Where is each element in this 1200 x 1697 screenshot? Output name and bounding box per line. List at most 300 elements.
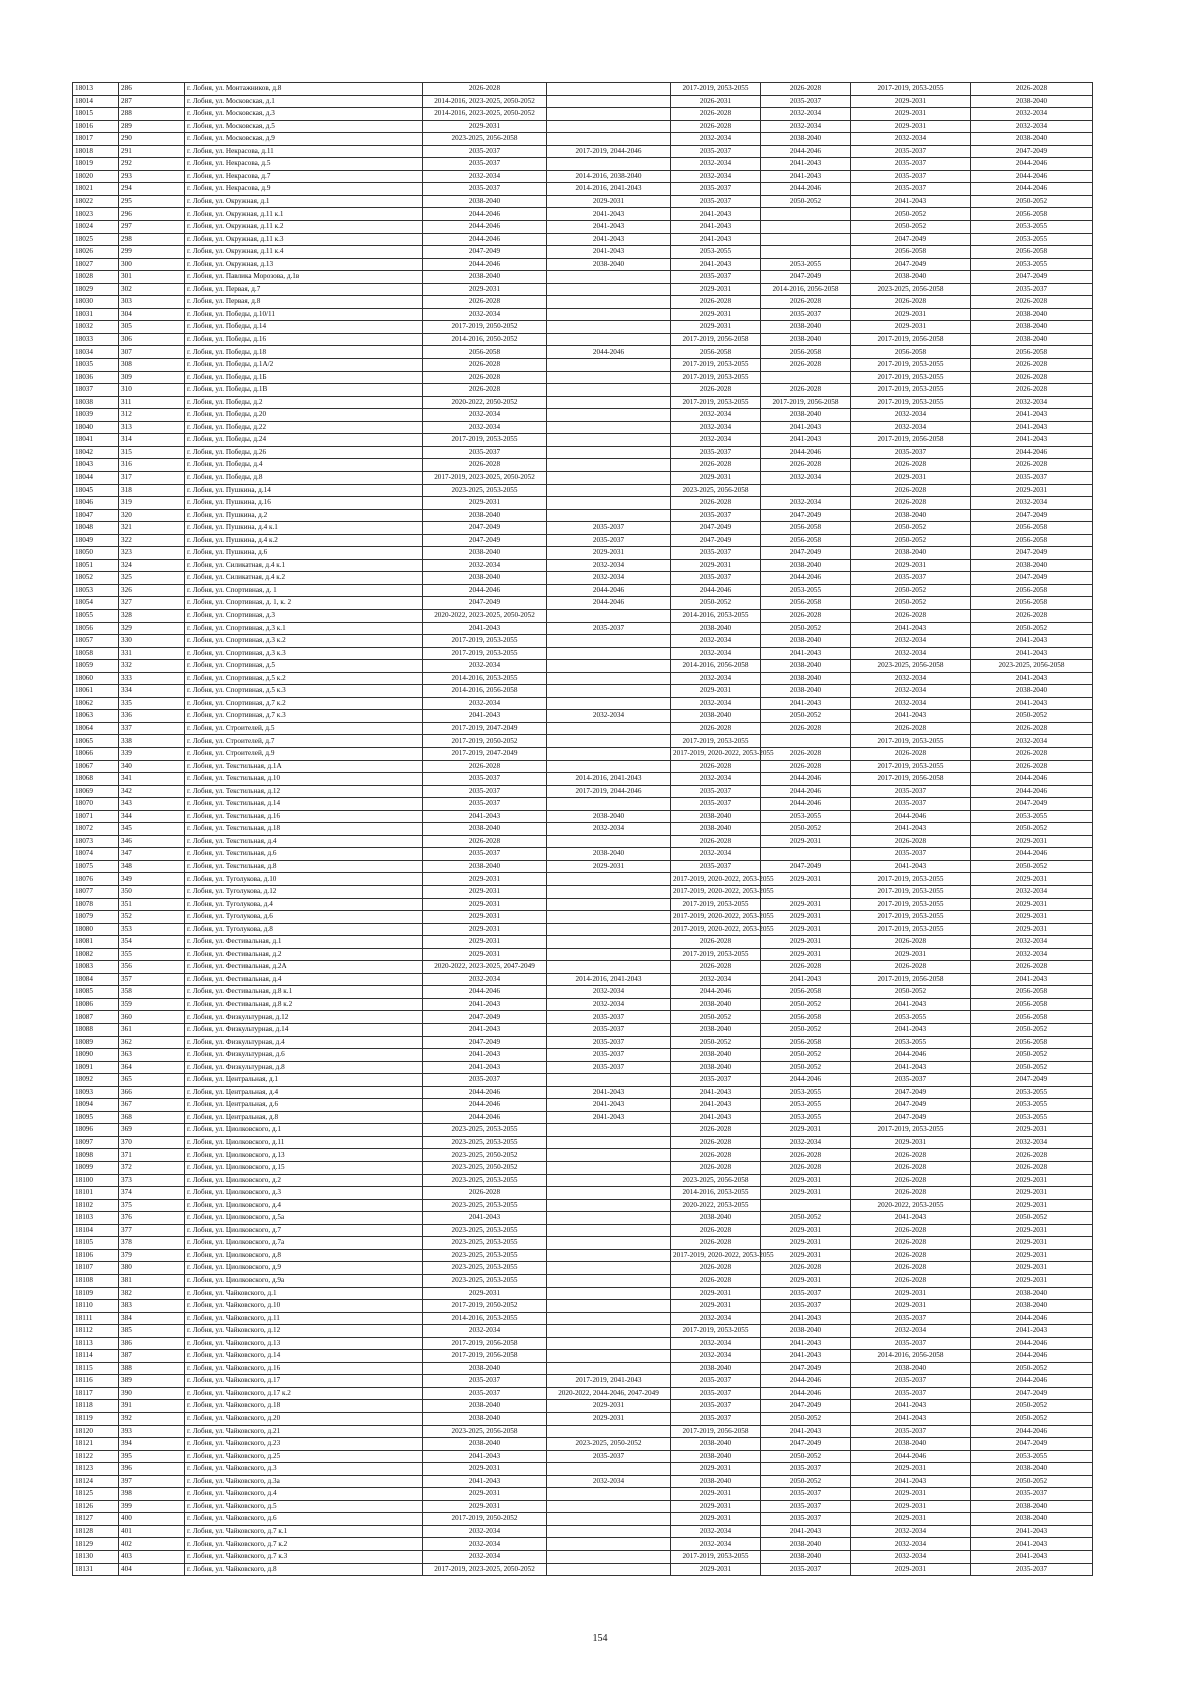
table-cell: 2050-2052 — [971, 860, 1093, 873]
table-cell: 320 — [119, 509, 185, 522]
table-row — [73, 785, 1093, 798]
table-cell: 2047-2049 — [971, 271, 1093, 284]
table-row — [73, 459, 1093, 472]
table-cell: г. Лобня, ул. Чайковского, д.10 — [185, 1300, 423, 1313]
table-cell: 2026-2031 — [671, 95, 761, 108]
table-cell: г. Лобня, ул. Окружная, д.11 к.3 — [185, 233, 423, 246]
table-cell: 2035-2037 — [671, 183, 761, 196]
table-cell: 351 — [119, 898, 185, 911]
table-cell: 2026-2028 — [671, 835, 761, 848]
table-cell — [547, 886, 671, 899]
table-cell: 18105 — [73, 1237, 119, 1250]
table-cell: 367 — [119, 1099, 185, 1112]
table-cell: 2041-2043 — [547, 233, 671, 246]
table-cell: 348 — [119, 860, 185, 873]
table-cell — [547, 1262, 671, 1275]
table-cell: 2026-2028 — [851, 961, 971, 974]
table-cell: 2026-2028 — [423, 459, 547, 472]
table-cell: 2032-2034 — [547, 1475, 671, 1488]
table-cell: 2050-2052 — [971, 1049, 1093, 1062]
table-cell: 2047-2049 — [423, 597, 547, 610]
table-cell: 2050-2052 — [671, 1036, 761, 1049]
table-cell: г. Лобня, ул. Фестивальная, д.8 к.1 — [185, 986, 423, 999]
table-row — [73, 1036, 1093, 1049]
table-cell: 359 — [119, 998, 185, 1011]
table-cell: г. Лобня, ул. Победы, д.14 — [185, 321, 423, 334]
table-cell: 2035-2037 — [423, 848, 547, 861]
table-cell: 309 — [119, 371, 185, 384]
table-cell: г. Лобня, ул. Победы, д.18 — [185, 346, 423, 359]
table-cell — [761, 246, 851, 259]
table-cell: 18040 — [73, 421, 119, 434]
table-cell: 2038-2040 — [761, 321, 851, 334]
table-cell: 18069 — [73, 785, 119, 798]
table-row — [73, 333, 1093, 346]
table-cell: г. Лобня, ул. Чайковского, д.25 — [185, 1450, 423, 1463]
table-cell: 2026-2028 — [851, 1162, 971, 1175]
table-cell: 2029-2031 — [971, 1224, 1093, 1237]
table-row — [73, 911, 1093, 924]
table-cell: 2017-2019, 2047-2049 — [423, 722, 547, 735]
table-cell: 18017 — [73, 133, 119, 146]
table-cell: 2020-2022, 2050-2052 — [423, 396, 547, 409]
table-cell: 18055 — [73, 609, 119, 622]
table-row — [73, 409, 1093, 422]
table-cell: 343 — [119, 798, 185, 811]
table-cell: 18102 — [73, 1199, 119, 1212]
table-cell: 2035-2037 — [547, 522, 671, 535]
table-row — [73, 1325, 1093, 1338]
table-cell: 2035-2037 — [671, 547, 761, 560]
table-cell: 18068 — [73, 773, 119, 786]
table-cell: 361 — [119, 1024, 185, 1037]
table-cell: 2032-2034 — [423, 308, 547, 321]
table-cell: 2053-2055 — [761, 1086, 851, 1099]
table-cell: 2038-2040 — [423, 1400, 547, 1413]
table-cell: 2038-2040 — [761, 1538, 851, 1551]
table-cell: 2038-2040 — [761, 1325, 851, 1338]
table-cell: 18036 — [73, 371, 119, 384]
table-cell — [547, 434, 671, 447]
table-cell: 2041-2043 — [851, 1061, 971, 1074]
table-row — [73, 923, 1093, 936]
table-cell: 2032-2034 — [971, 1136, 1093, 1149]
table-cell: 299 — [119, 246, 185, 259]
table-cell — [547, 409, 671, 422]
table-cell: 2023-2025, 2053-2055 — [423, 1199, 547, 1212]
table-cell: 18029 — [73, 283, 119, 296]
table-cell: 2056-2058 — [971, 534, 1093, 547]
table-cell: 2050-2052 — [761, 1061, 851, 1074]
table-cell — [547, 1287, 671, 1300]
table-cell: г. Лобня, ул. Спортивная, д. 1, к. 2 — [185, 597, 423, 610]
table-cell — [547, 835, 671, 848]
table-cell — [547, 120, 671, 133]
table-cell: 2035-2037 — [761, 1500, 851, 1513]
table-cell: 2032-2034 — [851, 1525, 971, 1538]
table-cell: 2032-2034 — [971, 120, 1093, 133]
table-cell: 18054 — [73, 597, 119, 610]
table-cell: 2026-2028 — [671, 961, 761, 974]
table-cell: г. Лобня, ул. Строителей, д.5 — [185, 722, 423, 735]
table-cell: 2026-2028 — [851, 609, 971, 622]
table-cell: 2026-2028 — [971, 83, 1093, 96]
table-cell: 2017-2019, 2053-2055 — [671, 948, 761, 961]
table-row — [73, 534, 1093, 547]
table-cell: 2017-2019, 2053-2055 — [851, 396, 971, 409]
table-cell: г. Лобня, ул. Фестивальная, д.8 к.2 — [185, 998, 423, 1011]
table-cell: 2041-2043 — [851, 195, 971, 208]
table-cell: 403 — [119, 1550, 185, 1563]
table-cell: 2050-2052 — [851, 208, 971, 221]
table-cell: 2056-2058 — [423, 346, 547, 359]
table-cell: 2032-2034 — [851, 1538, 971, 1551]
table-cell: г. Лобня, ул. Некрасова, д.7 — [185, 170, 423, 183]
table-cell: 287 — [119, 95, 185, 108]
table-cell: 2038-2040 — [761, 333, 851, 346]
table-cell: 2038-2040 — [671, 622, 761, 635]
table-cell: 2026-2028 — [671, 1274, 761, 1287]
table-cell: 2038-2040 — [671, 810, 761, 823]
table-cell: 286 — [119, 83, 185, 96]
table-cell — [547, 1136, 671, 1149]
table-cell: 310 — [119, 384, 185, 397]
table-cell: г. Лобня, ул. Пушкина, д.16 — [185, 497, 423, 510]
table-row — [73, 873, 1093, 886]
table-cell: г. Лобня, ул. Чайковского, д.11 — [185, 1312, 423, 1325]
table-cell: 2026-2028 — [761, 384, 851, 397]
table-cell: 2029-2031 — [761, 1224, 851, 1237]
table-cell: 2032-2034 — [423, 170, 547, 183]
table-cell: 2041-2043 — [971, 973, 1093, 986]
table-cell: г. Лобня, ул. Пушкина, д.6 — [185, 547, 423, 560]
table-row — [73, 308, 1093, 321]
table-row — [73, 898, 1093, 911]
table-cell: 2026-2028 — [761, 747, 851, 760]
table-cell: 2026-2028 — [671, 760, 761, 773]
table-cell: 317 — [119, 471, 185, 484]
table-cell: 2029-2031 — [761, 898, 851, 911]
table-cell: 2047-2049 — [423, 1011, 547, 1024]
table-cell: 18117 — [73, 1387, 119, 1400]
table-row — [73, 95, 1093, 108]
table-cell: 18122 — [73, 1450, 119, 1463]
table-cell: г. Лобня, ул. Московская, д.1 — [185, 95, 423, 108]
table-cell: 2026-2028 — [851, 936, 971, 949]
table-cell: 2035-2037 — [423, 183, 547, 196]
table-cell: 2056-2058 — [851, 346, 971, 359]
table-cell — [547, 735, 671, 748]
table-cell: 2035-2037 — [851, 170, 971, 183]
table-cell: 2053-2055 — [971, 1086, 1093, 1099]
table-cell: 398 — [119, 1488, 185, 1501]
table-cell: 2047-2049 — [971, 572, 1093, 585]
table-cell: 2029-2031 — [971, 873, 1093, 886]
table-cell: 18124 — [73, 1475, 119, 1488]
table-cell: 2032-2034 — [671, 973, 761, 986]
table-cell: 2038-2040 — [671, 1212, 761, 1225]
table-cell: 2032-2034 — [671, 848, 761, 861]
table-cell — [547, 1425, 671, 1438]
table-body — [73, 83, 1093, 1576]
table-cell: 329 — [119, 622, 185, 635]
table-cell: 2014-2016, 2023-2025, 2050-2052 — [423, 95, 547, 108]
table-cell: 2026-2028 — [851, 722, 971, 735]
table-cell: 2035-2037 — [851, 1337, 971, 1350]
table-cell: 377 — [119, 1224, 185, 1237]
table-cell: 2041-2043 — [547, 208, 671, 221]
table-cell: 2041-2043 — [761, 1525, 851, 1538]
table-cell: г. Лобня, ул. Победы, д.1В — [185, 384, 423, 397]
table-cell: 298 — [119, 233, 185, 246]
table-cell — [547, 1149, 671, 1162]
table-cell: 2017-2019, 2053-2055 — [671, 83, 761, 96]
table-cell: 290 — [119, 133, 185, 146]
table-row — [73, 1538, 1093, 1551]
table-cell: 18072 — [73, 823, 119, 836]
table-cell: 2035-2037 — [671, 1412, 761, 1425]
table-cell — [547, 672, 671, 685]
table-cell — [547, 1337, 671, 1350]
table-cell: 2044-2046 — [971, 1425, 1093, 1438]
table-row — [73, 1061, 1093, 1074]
table-cell: 2041-2043 — [971, 635, 1093, 648]
table-cell: г. Лобня, ул. Пушкина, д.4 к.1 — [185, 522, 423, 535]
table-cell: 2020-2022, 2023-2025, 2047-2049 — [423, 961, 547, 974]
table-cell: 2029-2031 — [851, 1500, 971, 1513]
table-cell — [547, 760, 671, 773]
table-cell: 2029-2031 — [851, 1563, 971, 1576]
table-cell: 307 — [119, 346, 185, 359]
table-cell: 2044-2046 — [971, 1312, 1093, 1325]
table-cell: 2035-2037 — [761, 1300, 851, 1313]
table-cell — [761, 886, 851, 899]
table-cell: 391 — [119, 1400, 185, 1413]
table-cell: 2035-2037 — [761, 1463, 851, 1476]
table-cell: 18120 — [73, 1425, 119, 1438]
table-cell: 2035-2037 — [671, 195, 761, 208]
table-cell: 2041-2043 — [547, 246, 671, 259]
table-cell: 2035-2037 — [671, 271, 761, 284]
table-cell: г. Лобня, ул. Чайковского, д.5 — [185, 1500, 423, 1513]
table-cell: 2017-2019, 2053-2055 — [671, 1550, 761, 1563]
table-cell: 18053 — [73, 584, 119, 597]
table-cell: 2029-2031 — [971, 1262, 1093, 1275]
table-cell: 2038-2040 — [971, 1300, 1093, 1313]
table-cell: 2047-2049 — [423, 522, 547, 535]
table-cell: 2053-2055 — [971, 1450, 1093, 1463]
table-row — [73, 208, 1093, 221]
table-cell: 2026-2028 — [423, 296, 547, 309]
table-cell: г. Лобня, ул. Победы, д.10/11 — [185, 308, 423, 321]
table-cell: 18039 — [73, 409, 119, 422]
table-cell: г. Лобня, ул. Силикатная, д.4 к.2 — [185, 572, 423, 585]
table-cell: 2029-2031 — [671, 283, 761, 296]
table-cell: 2029-2031 — [851, 559, 971, 572]
table-cell: 306 — [119, 333, 185, 346]
table-cell: 368 — [119, 1111, 185, 1124]
table-cell: 2044-2046 — [423, 1086, 547, 1099]
table-cell — [547, 158, 671, 171]
table-cell: 2056-2058 — [761, 986, 851, 999]
table-cell: 2035-2037 — [971, 283, 1093, 296]
table-cell: 18045 — [73, 484, 119, 497]
table-cell: 2035-2037 — [423, 1387, 547, 1400]
table-cell: 2023-2025, 2056-2058 — [971, 660, 1093, 673]
table-cell: 18021 — [73, 183, 119, 196]
table-row — [73, 83, 1093, 96]
table-cell: 2017-2019, 2053-2055 — [851, 83, 971, 96]
table-cell: г. Лобня, ул. Циолковского, д.5а — [185, 1212, 423, 1225]
table-cell: 2026-2028 — [423, 760, 547, 773]
table-cell: 2056-2058 — [761, 597, 851, 610]
table-cell: 2056-2058 — [971, 346, 1093, 359]
table-row — [73, 810, 1093, 823]
table-cell: 2038-2040 — [423, 572, 547, 585]
table-cell: 2017-2019, 2056-2058 — [671, 1425, 761, 1438]
table-cell: 2026-2028 — [671, 1136, 761, 1149]
table-cell: 2026-2028 — [851, 459, 971, 472]
table-cell: 2032-2034 — [547, 998, 671, 1011]
table-cell: 2026-2028 — [761, 296, 851, 309]
table-cell: 2038-2040 — [671, 710, 761, 723]
table-cell — [547, 1187, 671, 1200]
table-cell: 2032-2034 — [671, 1538, 761, 1551]
table-cell: г. Лобня, ул. Пушкина, д.14 — [185, 484, 423, 497]
table-cell: г. Лобня, ул. Текстильная, д.18 — [185, 823, 423, 836]
table-row — [73, 1425, 1093, 1438]
table-cell: 2029-2031 — [671, 1463, 761, 1476]
table-cell: г. Лобня, ул. Циолковского, д.7а — [185, 1237, 423, 1250]
table-row — [73, 735, 1093, 748]
table-cell: г. Лобня, ул. Циолковского, д.1 — [185, 1124, 423, 1137]
table-cell: 2041-2043 — [671, 1086, 761, 1099]
table-cell: 18047 — [73, 509, 119, 522]
table-cell: 2044-2046 — [423, 221, 547, 234]
table-cell: 2041-2043 — [851, 1412, 971, 1425]
table-cell: 2035-2037 — [547, 1011, 671, 1024]
table-cell: 2029-2031 — [423, 886, 547, 899]
table-cell: 18064 — [73, 722, 119, 735]
table-cell — [547, 1500, 671, 1513]
table-cell: 2041-2043 — [423, 998, 547, 1011]
table-cell: 2032-2034 — [423, 697, 547, 710]
table-cell: 2026-2028 — [851, 1262, 971, 1275]
table-row — [73, 798, 1093, 811]
table-cell: 18070 — [73, 798, 119, 811]
table-cell: 2044-2046 — [547, 584, 671, 597]
table-cell: 2038-2040 — [851, 509, 971, 522]
table-row — [73, 1074, 1093, 1087]
table-cell: 2029-2031 — [423, 911, 547, 924]
table-cell: 2029-2031 — [971, 484, 1093, 497]
table-cell — [547, 459, 671, 472]
table-cell: 2029-2031 — [671, 559, 761, 572]
table-cell: 2029-2031 — [671, 308, 761, 321]
table-row — [73, 497, 1093, 510]
table-cell: 18061 — [73, 685, 119, 698]
table-cell: г. Лобня, ул. Текстильная, д.8 — [185, 860, 423, 873]
table-cell: 2017-2019, 2053-2055 — [671, 898, 761, 911]
table-cell: 2035-2037 — [423, 145, 547, 158]
table-cell: 2038-2040 — [423, 1362, 547, 1375]
table-cell: 379 — [119, 1249, 185, 1262]
table-cell: 2038-2040 — [851, 1438, 971, 1451]
table-cell: 325 — [119, 572, 185, 585]
table-cell: 2020-2022, 2053-2055 — [671, 1199, 761, 1212]
table-cell: 2026-2028 — [761, 760, 851, 773]
table-cell: 2047-2049 — [761, 860, 851, 873]
table-cell: 2050-2052 — [761, 1412, 851, 1425]
table-cell: 289 — [119, 120, 185, 133]
table-row — [73, 1237, 1093, 1250]
table-cell: 2026-2028 — [971, 384, 1093, 397]
table-cell — [547, 1212, 671, 1225]
table-cell: 2017-2019, 2053-2055 — [851, 886, 971, 899]
table-cell: 2050-2052 — [761, 1024, 851, 1037]
table-cell: 18115 — [73, 1362, 119, 1375]
table-cell: 18049 — [73, 534, 119, 547]
table-cell: 18034 — [73, 346, 119, 359]
table-row — [73, 1412, 1093, 1425]
table-cell: 2029-2031 — [851, 471, 971, 484]
table-row — [73, 986, 1093, 999]
table-cell: г. Лобня, ул. Циолковского, д.13 — [185, 1149, 423, 1162]
table-cell: 2020-2022, 2044-2046, 2047-2049 — [547, 1387, 671, 1400]
table-cell: 2014-2016, 2050-2052 — [423, 333, 547, 346]
table-cell: 2038-2040 — [423, 547, 547, 560]
table-row — [73, 559, 1093, 572]
table-cell: 2047-2049 — [671, 534, 761, 547]
table-row — [73, 1011, 1093, 1024]
table-cell: 2026-2028 — [971, 609, 1093, 622]
table-cell: 2029-2031 — [423, 1287, 547, 1300]
table-row — [73, 509, 1093, 522]
table-cell — [547, 685, 671, 698]
table-cell: 372 — [119, 1162, 185, 1175]
table-cell: 2032-2034 — [761, 108, 851, 121]
table-cell: 2038-2040 — [761, 685, 851, 698]
table-cell: 18073 — [73, 835, 119, 848]
table-cell — [547, 1325, 671, 1338]
table-row — [73, 635, 1093, 648]
table-cell: 2038-2040 — [851, 547, 971, 560]
table-cell: 353 — [119, 923, 185, 936]
table-cell: 2017-2019, 2056-2058 — [761, 396, 851, 409]
table-cell: 2029-2031 — [671, 1300, 761, 1313]
table-cell: 2041-2043 — [851, 823, 971, 836]
table-cell: 397 — [119, 1475, 185, 1488]
table-cell: 2041-2043 — [547, 1099, 671, 1112]
table-cell: 2044-2046 — [971, 446, 1093, 459]
table-cell: г. Лобня, ул. Некрасова, д.5 — [185, 158, 423, 171]
table-cell: г. Лобня, ул. Спортивная, д.7 к.2 — [185, 697, 423, 710]
table-cell: 2038-2040 — [671, 1049, 761, 1062]
table-cell: 18100 — [73, 1174, 119, 1187]
table-cell: г. Лобня, ул. Физкультурная, д.8 — [185, 1061, 423, 1074]
table-cell: г. Лобня, ул. Циолковского, д.2 — [185, 1174, 423, 1187]
table-cell: 2017-2019, 2020-2022, 2053-2055 — [671, 1249, 761, 1262]
table-cell: 2032-2034 — [851, 635, 971, 648]
table-cell: г. Лобня, ул. Текстильная, д.16 — [185, 810, 423, 823]
table-cell — [547, 1525, 671, 1538]
table-cell: 2050-2052 — [971, 1412, 1093, 1425]
table-cell: г. Лобня, ул. Чайковского, д.7 к.3 — [185, 1550, 423, 1563]
table-cell: г. Лобня, ул. Чайковского, д.17 к.2 — [185, 1387, 423, 1400]
table-cell: г. Лобня, ул. Циолковского, д.4 — [185, 1199, 423, 1212]
table-cell: 2029-2031 — [423, 898, 547, 911]
table-cell: 18059 — [73, 660, 119, 673]
